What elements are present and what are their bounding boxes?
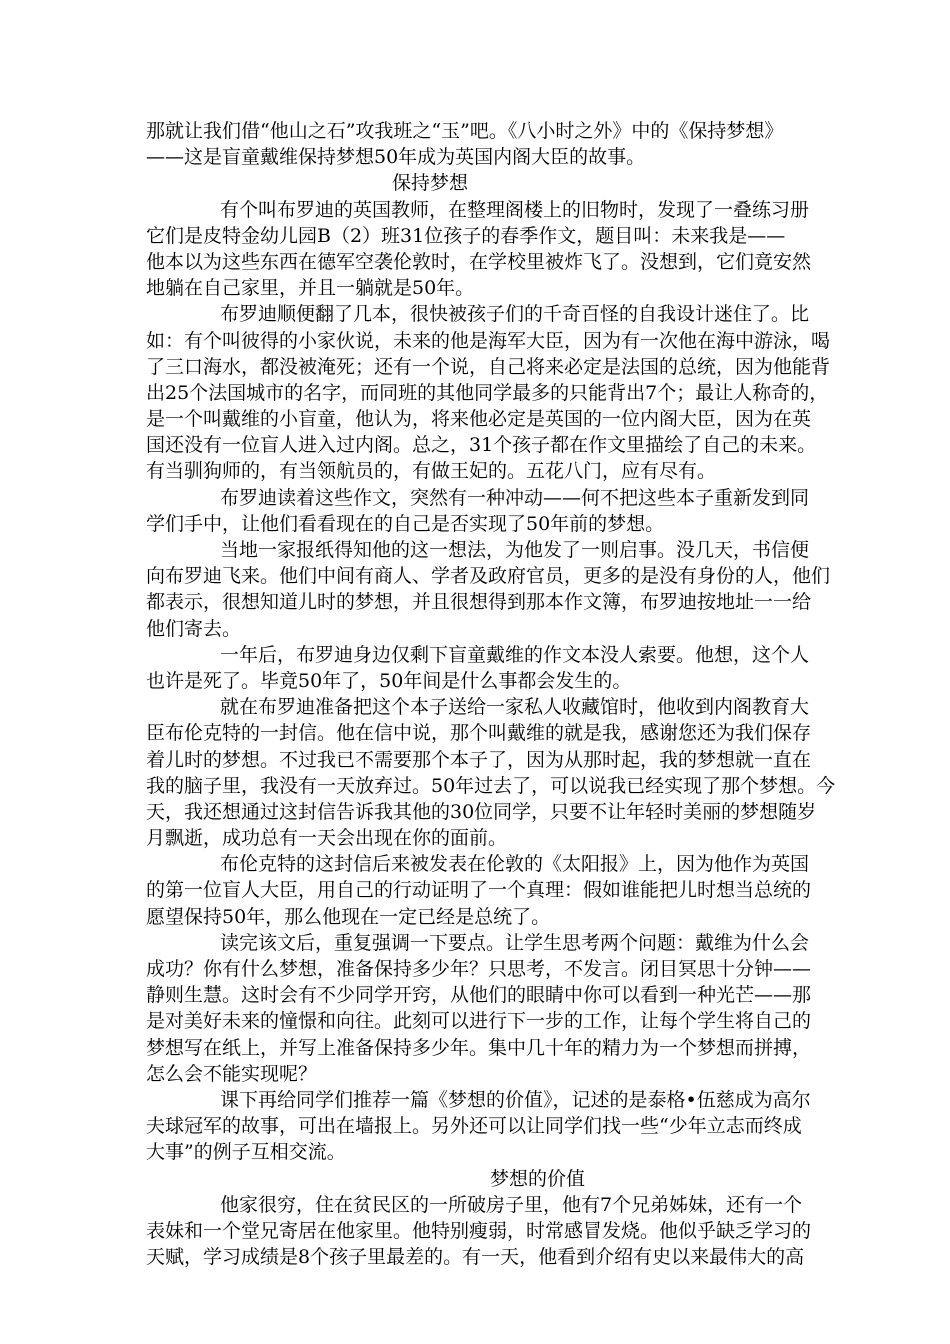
text-line: 怎么会不能实现呢？ xyxy=(146,1062,318,1085)
text-line: 也许是死了。毕竟50年了，50年间是什么事都会发生的。 xyxy=(146,669,632,692)
text-line: 月飘逝，成功总有一天会出现在你的面前。 xyxy=(146,827,508,850)
text-line: ——这是盲童戴维保持梦想50年成为英国内阁大臣的故事。 xyxy=(146,146,646,169)
text-line: 那就让我们借“他山之石”攻我班之“玉”吧。《八小时之外》中的《保持梦想》 xyxy=(146,120,784,142)
text-line: 愿望保持50年，那么他现在一定已经是总统了。 xyxy=(146,905,551,928)
text-line: 梦想写在纸上，并写上准备保持多少年。集中几十年的精力为一个梦想而拼搏， xyxy=(146,1036,812,1059)
text-line: 臣布伦克特的一封信。他在信中说，那个叫戴维的就是我，感谢您还为我们保存 xyxy=(146,722,812,745)
text-line: 都表示，很想知道儿时的梦想，并且很想得到那本作文簿，布罗迪按地址一一给 xyxy=(146,591,812,614)
text-line: 成功？你有什么梦想，准备保持多少年？只思考，不发言。闭目冥思十分钟—— xyxy=(146,958,812,980)
story-title-value-of-dream: 梦想的价值 xyxy=(490,1167,586,1190)
story-value-of-dream-body xyxy=(146,1192,810,1271)
text-line: 课下再给同学们推荐一篇《梦想的价值》，记述的是泰格•伍慈成为高尔 xyxy=(220,1088,811,1111)
text-line: 大事”的例子互相交流。 xyxy=(146,1141,346,1164)
text-line: 夫球冠军的故事，可出在墙报上。另外还可以让同学们找一些“少年立志而终成 xyxy=(146,1115,802,1138)
text-line: 天赋，学习成绩是8个孩子里最差的。有一天，他看到介绍有史以来最伟大的高 xyxy=(146,1246,805,1269)
text-line: 他本以为这些东西在德军空袭伦敦时，在学校里被炸飞了。没想到，它们竟安然 xyxy=(146,250,812,273)
text-line: 表妹和一个堂兄寄居在他家里。他特别瘦弱，时常感冒发烧。他似乎缺乏学习的 xyxy=(146,1219,812,1242)
text-line: 一年后，布罗迪身边仅剩下盲童戴维的作文本没人索要。他想，这个人 xyxy=(220,643,810,666)
text-line: 是对美好未来的憧憬和向往。此刻可以进行下一步的工作，让每个学生将自己的 xyxy=(146,1010,812,1033)
text-line: 天，我还想通过这封信告诉我其他的30位同学，只要不让年轻时美丽的梦想随岁 xyxy=(146,800,817,823)
text-line: 国还没有一位盲人进入过内阁。总之，31个孩子都在作文里描绘了自己的未来。 xyxy=(146,434,817,457)
text-line: 有个叫布罗迪的英国教师，在整理阁楼上的旧物时，发现了一叠练习册 xyxy=(220,198,810,221)
text-line: 是一个叫戴维的小盲童，他认为，将来他必定是英国的一位内阁大臣，因为在英 xyxy=(146,408,812,431)
text-line: 如：有个叫彼得的小家伙说，未来的他是海军大臣，因为有一次他在海中游泳，喝 xyxy=(146,329,831,352)
text-line: 就在布罗迪准备把这个本子送给一家私人收藏馆时，他收到内阁教育大 xyxy=(220,696,810,719)
text-line: 布罗迪顺便翻了几本，很快被孩子们的千奇百怪的自我设计迷住了。比 xyxy=(220,303,810,326)
story-title-keep-dream: 保持梦想 xyxy=(392,172,469,195)
text-line: 静则生慧。这时会有不少同学开窍，从他们的眼睛中你可以看到一种光芒——那 xyxy=(146,984,812,1007)
text-line: 读完该文后，重复强调一下要点。让学生思考两个问题：戴维为什么会 xyxy=(220,931,810,954)
intro-paragraph xyxy=(146,118,810,170)
text-line: 地躺在自己家里，并且一躺就是50年。 xyxy=(146,277,475,300)
text-line: 出25个法国城市的名字，而同班的其他同学最多的只能背出7个；最让人称奇的， xyxy=(146,381,829,404)
text-line: 有当驯狗师的，有当领航员的，有做王妃的。五花八门，应有尽有。 xyxy=(146,460,717,483)
text-line: 他们寄去。 xyxy=(146,617,242,640)
text-line: 了三口海水，都没被淹死；还有一个说，自己将来必定是法国的总统，因为他能背 xyxy=(146,355,831,378)
text-line: 向布罗迪飞来。他们中间有商人、学者及政府官员，更多的是没有身份的人，他们 xyxy=(146,565,831,588)
story-keep-dream-body xyxy=(146,197,836,1166)
text-line: 着儿时的梦想。不过我已不需要那个本子了，因为从那时起，我的梦想就一直在 xyxy=(146,748,812,771)
text-line: 它们是皮特金幼儿园B（2）班31位孩子的春季作文，题目叫：未来我是—— xyxy=(146,224,786,247)
text-line: 我的脑子里，我没有一天放弃过。50年过去了，可以说我已经实现了那个梦想。今 xyxy=(146,774,836,797)
text-line: 学们手中，让他们看看现在的自己是否实现了50年前的梦想。 xyxy=(146,512,665,535)
text-line: 的第一位盲人大臣，用自己的行动证明了一个真理：假如谁能把儿时想当总统的 xyxy=(146,879,812,902)
text-line: 当地一家报纸得知他的这一想法，为他发了一则启事。没几天，书信便 xyxy=(220,539,810,561)
document-body xyxy=(146,118,836,1270)
text-line: 他家很穷，住在贫民区的一所破房子里，他有7个兄弟姊妹，还有一个 xyxy=(220,1193,803,1216)
text-line: 布罗迪读着这些作文，突然有一种冲动——何不把这些本子重新发到同 xyxy=(220,486,810,509)
text-line: 布伦克特的这封信后来被发表在伦敦的《太阳报》上，因为他作为英国 xyxy=(220,853,810,876)
